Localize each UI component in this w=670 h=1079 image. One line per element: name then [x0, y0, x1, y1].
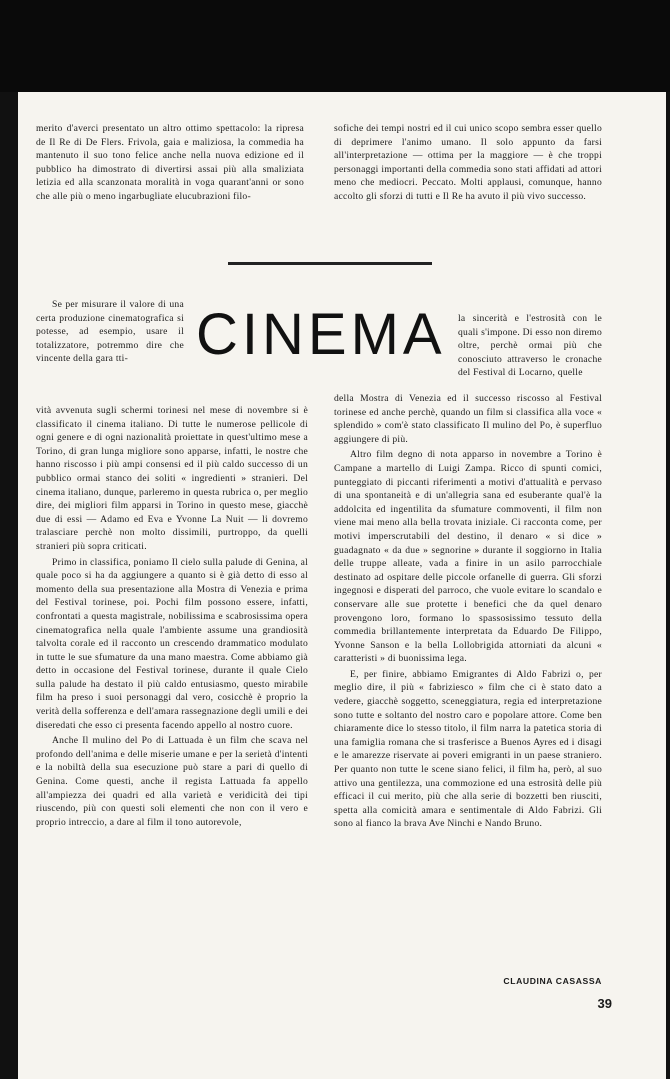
top-right-paragraph: sofiche dei tempi nostri ed il cui unico scopo sembra esser quello di deprimere l'animo umano. Il solo appunto da farsi all'interpretazione — ottima per la maggiore — è che troppi personaggi importanti della commedia sono stati affidati ad attori meno che mediocri. Peccato. Molti applausi, comunque, hanno accolto gli sforzi di tutti e Il Re ha avuto il più vivo successo. [334, 123, 602, 202]
section-heading: CINEMA [196, 302, 446, 367]
left-paragraph-3: Anche Il mulino del Po di Lattuada è un film che scava nel profondo dell'anima e delle miserie umane e per la serietà d'intenti e la nobiltà della sua esecuzione può stare a pari di quello di Genina. Come questi, anche il regista Lattuada fa appello all'ampiezza dei quadri ed alla varietà e veridicità dei tipi riuscendo, più con questi soli elementi che non con il vero e proprio intreccio, a dare al film il tono autorevole, [36, 735, 308, 828]
top-scan-border [0, 0, 670, 92]
intro-paragraph: Se per misurare il valore di una certa produzione cinematografica si potesse, ad esempio, usare il totalizzatore, potremmo dire che vincente della gara tti- [36, 299, 184, 365]
left-scan-border [0, 0, 18, 1079]
top-left-column [36, 122, 304, 206]
page-number: 39 [597, 996, 612, 1011]
right-scan-border [666, 0, 670, 1079]
left-main-column [36, 404, 308, 831]
right-intro-paragraph: la sincerità e l'estrosità con le quali s'impone. Di esso non diremo oltre, perchè ormai più che conosciuto attraverso le cronache del Festival di Locarno, quelle [458, 313, 602, 379]
section-divider [228, 262, 432, 265]
right-paragraph-2: Altro film degno di nota apparso in novembre a Torino è Campane a martello di Luigi Zampa. Ricco di spunti comici, punteggiato di piccanti riferimenti a motivi d'attualità e pervaso di una spontaneità e di un'allegria sana ed esuberante qual'è la addolcita ed ingentilita da sfumature commoventi, il film non viene mai meno alla bella trovata iniziale. Ci racconta come, per motivi imperscrutabili del destino, il denaro « si dice » guadagnato « da due » segnorine » durante il soggiorno in Italia delle truppe alleate, vada a finire in un asilo parrocchiale destinato ad ospitare delle piccole orfanelle di guerra. Gli sforzi ingegnosi e disperati del parroco, che vuole evitare lo scandalo e conservare alle sue protette i benefici che da quel denaro provengono loro, formano lo spassosissimo tessuto della commedia brillantemente interpretata da Eduardo De Filippo, Yvonne Sanson e la bella Lollobrigida attorniati da alcuni « caratteristi » di buonissima lega. [334, 449, 602, 665]
right-paragraph-3: E, per finire, abbiamo Emigrantes di Aldo Fabrizi o, per meglio dire, il più « fabriziesco » film che ci è stato dato a vedere, giacchè soggetto, sceneggiatura, regia ed interpretazione sono tutte e soltanto del nostro caro e popolare attore. Come ben chiaramente dice lo stesso titolo, il film narra la patetica storia di una famiglia romana che si trasferisce a Buenos Ayres ed i disagi e le amarezze riservate ai poveri emigranti in un paese straniero. Per quanto non tutte le scene siano felici, il film ha, però, al suo attivo una gentilezza, una commozione ed una estrosità delle più efficaci il cui merito, più che alla serie di bozzetti ben riusciti, spetta alla comicità amara e sentimentale di Aldo Fabrizi. Gli sono al fianco la brava Ave Ninchi e Nando Bruno. [334, 668, 602, 830]
left-paragraph-1: vità avvenuta sugli schermi torinesi nel mese di novembre si è classificato il cinema italiano. Di tutte le numerose pellicole di ogni genere e di ogni nazionalità proiettate in quest'ultimo mese a Torino, di gran lunga migliore sono apparse, infatti, le nostre che hanno riscosso i più ampi consensi ed il più caldo successo di un pubblico ormai stanco dei soliti « ingredienti » stranieri. Del cinema italiano, dunque, parleremo in questa rubrica o, per meglio dire, dei migliori film apparsi in Torino in questo mese, giacchè due di essi — Adamo ed Eva e Yvonne La Nuit — li dovremo tralasciare perchè non molto dissimili, purtroppo, da quelli stranieri più sopra criticati. [36, 405, 308, 552]
top-right-column [334, 122, 602, 206]
right-intro-column [458, 312, 602, 382]
top-left-paragraph: merito d'averci presentato un altro ottimo spettacolo: la ripresa de Il Re di De Flers. Frivola, gaia e maliziosa, la commedia ha mantenuto il suo tono felice anche nella nuova edizione ed il pubblico ha dimostrato di divertirsi assai più alla smaliziata letizia ed alla scanzonata moralità in voga quarant'anni or sono che alle più o meno ingarbugliate elucubrazioni filo- [36, 123, 304, 202]
intro-column [36, 298, 184, 368]
author-signature: CLAUDINA CASASSA [503, 976, 602, 986]
right-main-column [334, 392, 602, 833]
left-paragraph-2: Primo in classifica, poniamo Il cielo sulla palude di Genina, al quale poco si ha da aggiungere a quanto si è già detto di esso al momento della sua presentazione alla Mostra di Venezia e prima del Festival torinese, poi. Pochi film possono essere, infatti, confrontati a questa magistrale, nobilissima e scabrosissima opera cinematografica nella quale l'ambiente assume una grandiosità talvolta corale ed il racconto un crescendo drammatico modulato in tutte le sue sfumature da una mano maestra. Come abbiamo già detto in occasione del Festival torinese, durante il quale Cielo sulla palude ha destato il più caldo entusiasmo, questo mirabile film ha preso i suoi personaggi dal vero, cosicchè è proprio la verità della sofferenza e dell'amara rassegnazione degli umili e dei diseredati che esso ci presenta facendo appello al nostro cuore. [36, 556, 308, 731]
right-paragraph-1: della Mostra di Venezia ed il successo riscosso al Festival torinese ed anche perchè, quando un film si classifica alla voce « splendido » com'è stato classificato Il mulino del Po, è superfluo aggiungere di più. [334, 393, 602, 445]
